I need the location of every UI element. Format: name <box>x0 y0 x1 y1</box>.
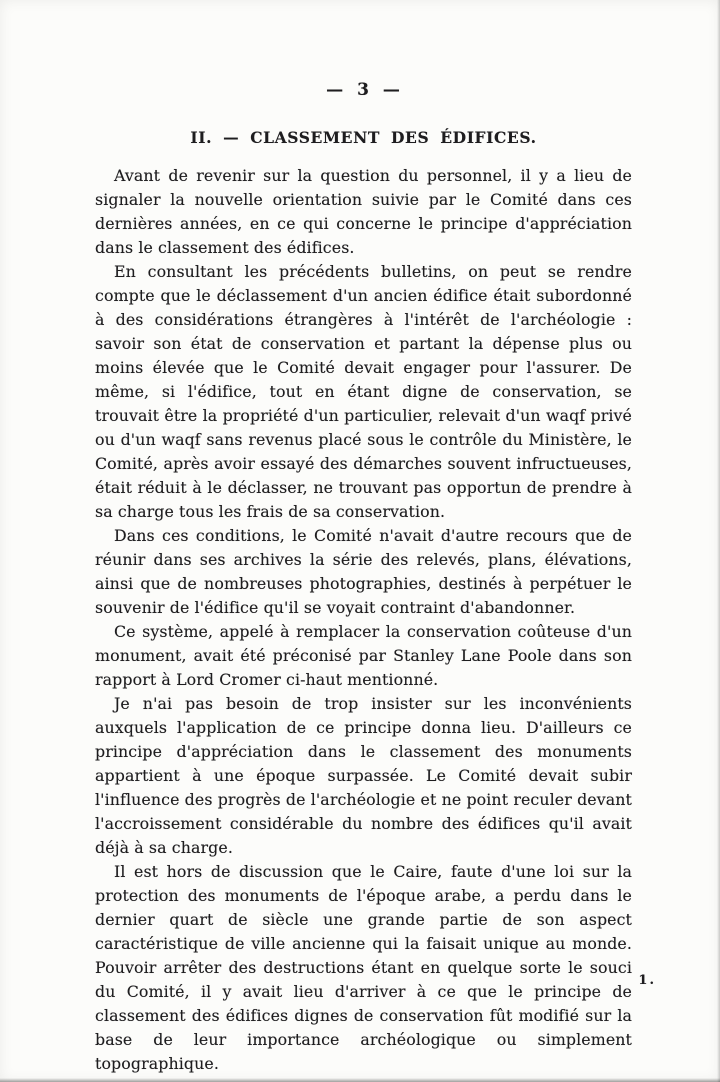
section-heading: II. — CLASSEMENT DES ÉDIFICES. <box>190 128 537 147</box>
paragraph: Je n'ai pas besoin de trop insister sur les inconvénients auxquels l'application de ce principe donna lieu. D'ailleurs ce principe d'appréciation dans le classement des monuments appartient à une époque surpassée. Le Comité devait subir l'influence des progrès de l'archéologie et ne point reculer devant l'accroissement considérable du nombre des édifices qu'il avait déjà à sa charge. <box>95 694 632 857</box>
paragraph: En consultant les précédents bulletins, on peut se rendre compte que le déclassement d'un ancien édifice était subordonné à des considérations étrangères à l'intérêt de l'archéologie : savoir son état de conservation et partant la dépense plus ou moins élevée que le Comité devait engager pour l'assurer. De même, si l'édifice, tout en étant digne de conservation, se trouvait être la propriété d'un particulier, relevait d'un waqf privé ou d'un waqf sans revenus placé sous le contrôle du Ministère, le Comité, après avoir essayé des démarches souvent infructueuses, était réduit à le déclasser, ne trouvant pas opportun de prendre à sa charge tous les frais de sa conservation. <box>95 262 632 521</box>
paragraph: Ce système, appelé à remplacer la conservation coûteuse d'un monument, avait été préconisé par Stanley Lane Poole dans son rapport à Lord Cromer ci-haut mentionné. <box>95 622 632 689</box>
page-number: — 3 — <box>326 80 401 100</box>
signature-mark: 1. <box>638 973 656 988</box>
paragraph: Il est hors de discussion que le Caire, faute d'une loi sur la protection des monuments de l'époque arabe, a perdu dans le dernier quart de siècle une grande partie de son aspect caractéristique de ville ancienne qui la faisait unique au monde. Pouvoir arrêter des destructions étant en quelque sorte le souci du Comité, il y avait lieu d'arriver à ce que le principe de classement des édifices dignes de conservation fût modifié sur la base de leur importance archéologique ou simplement topographique. <box>95 862 632 1073</box>
body-text <box>95 164 632 1076</box>
text-block <box>95 80 632 1076</box>
paragraph: Avant de revenir sur la question du personnel, il y a lieu de signaler la nouvelle orientation suivie par le Comité dans ces dernières années, en ce qui concerne le principe d'appréciation dans le classement des édifices. <box>95 166 632 257</box>
paragraph: Dans ces conditions, le Comité n'avait d'autre recours que de réunir dans ses archives la série des relevés, plans, élévations, ainsi que de nombreuses photographies, destinés à perpétuer le souvenir de l'édifice qu'il se voyait contraint d'abandonner. <box>95 526 632 617</box>
